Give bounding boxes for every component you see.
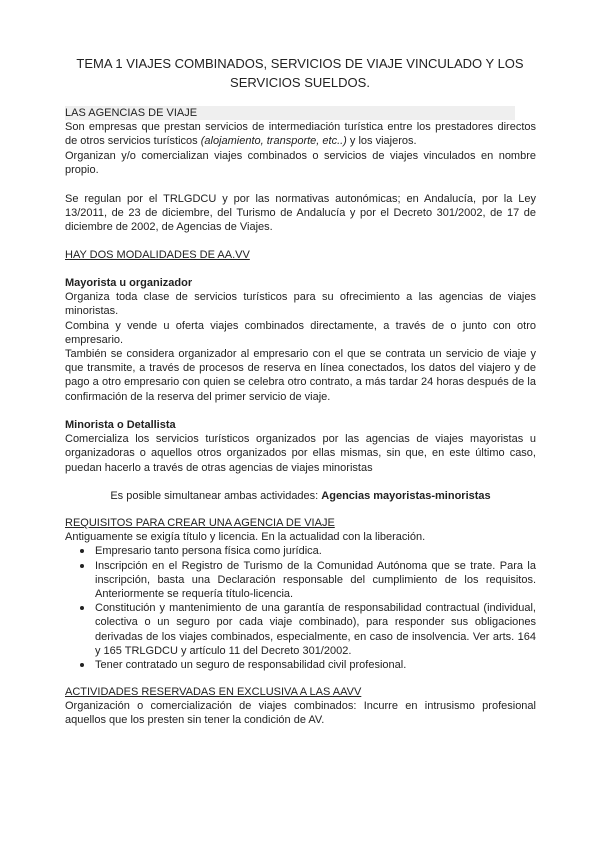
section-heading: HAY DOS MODALIDADES DE AA.VV	[65, 249, 250, 261]
document-title: TEMA 1 VIAJES COMBINADOS, SERVICIOS DE VIAJE VINCULADO Y LOS SERVICIOS SUELDOS.	[76, 56, 524, 90]
requisitos-list	[65, 544, 536, 672]
ambas-note	[65, 489, 536, 503]
paragraph	[65, 120, 536, 148]
list-item: Tener contratado un seguro de responsabilidad civil profesional.	[65, 658, 536, 672]
section-requisitos	[65, 516, 536, 672]
subheading: Minorista o Detallista	[65, 419, 176, 431]
text: Es posible simultanear ambas actividades:	[110, 490, 322, 502]
paragraph: Organiza toda clase de servicios turísticos para su ofrecimiento a las agencias de viajes minoristas.	[65, 291, 536, 318]
paragraph: Combina y vende u oferta viajes combinados directamente, a través de o junto con otro empresario.	[65, 319, 536, 346]
italic-text: (alojamiento, transporte, etc..)	[200, 135, 347, 148]
text: y los viajeros.	[346, 135, 417, 148]
section-heading	[65, 106, 536, 120]
paragraph: Organización o comercialización de viajes combinados: Incurre en intrusismo profesional aquellos que los presten sin tener la condición de AV.	[65, 700, 536, 727]
paragraph: Antiguamente se exigía título y licencia. En la actualidad con la liberación.	[65, 531, 426, 544]
list-item: Constitución y mantenimiento de una garantía de responsabilidad contractual (individual, colectiva o un seguro por cada viaje combinado), para responder sus obligaciones derivadas de los viajes combinados, especialmente, en caso de insolvencia. Ver arts. 164 y 165 TRLGDCU y artículo 11 del Decreto 301/2002.	[65, 601, 536, 658]
list-item: Inscripción en el Registro de Turismo de la Comunidad Autónoma que se trate. Para la inscripción, basta una Declaración responsable del cumplimiento de los requisitos. Anteriormente se requería título-licencia.	[65, 559, 536, 602]
paragraph: También se considera organizador al empresario con el que se contrata un servicio de viaje y que transmite, a través de procesos de reserva en línea conectados, los datos del viajero y de pago a otro empresario con quien se celebra otro contrato, a más tardar 24 horas después de la confirmación de la reserva del primer servicio de viaje.	[65, 348, 536, 403]
paragraph-regulacion: Se regulan por el TRLGDCU y por las normativas autonómicas; en Andalucía, por la Ley 13/2011, de 23 de diciembre, del Turismo de Andalucía y por el Decreto 301/2002, de 17 de diciembre de 2002, de Agencias de Viajes.	[65, 193, 536, 234]
bold-text: Agencias mayoristas-minoristas	[321, 490, 491, 502]
heading-text: LAS AGENCIAS DE VIAJE	[65, 107, 198, 119]
section-heading: ACTIVIDADES RESERVADAS EN EXCLUSIVA A LAS AAVV	[65, 686, 362, 698]
text: Son empresas que prestan servicios de intermediación turística entre los prestadores directos de otros servicios turísticos	[65, 121, 536, 148]
section-agencias	[65, 106, 536, 177]
section-mayorista	[65, 276, 536, 404]
section-actividades	[65, 685, 536, 728]
subheading: Mayorista u organizador	[65, 277, 193, 289]
paragraph: Comercializa los servicios turísticos organizados por las agencias de viajes mayoristas u organizadoras o aquellos otros organizados por ellas mismas, sin que, en este último caso, puedan hacerlo a través de otras agencias de viajes minoristas	[65, 433, 536, 474]
section-minorista	[65, 418, 536, 475]
section-heading: REQUISITOS PARA CREAR UNA AGENCIA DE VIAJE	[65, 517, 335, 529]
list-item: Empresario tanto persona física como jurídica.	[65, 544, 536, 558]
paragraph: Organizan y/o comercializan viajes combinados o servicios de viajes vinculados en nombre propio.	[65, 149, 536, 176]
